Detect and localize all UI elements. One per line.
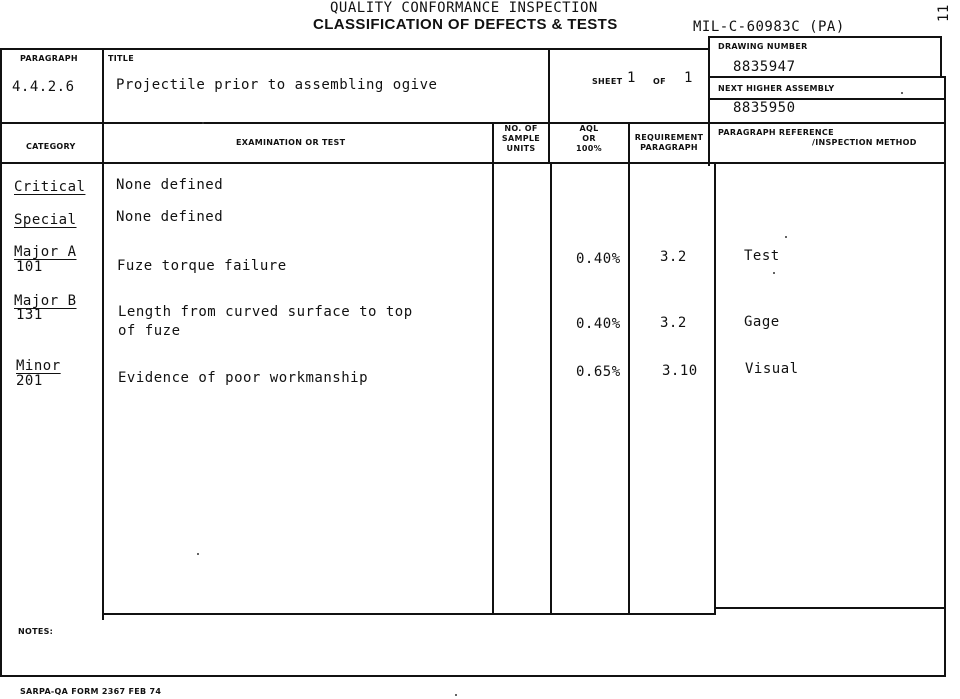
examination-text: Fuze torque failure [117,258,287,274]
examination-text: Evidence of poor workmanship [118,370,369,386]
spec-number: MIL-C-60983C (PA) [693,19,845,35]
examination-text-continued: of fuze [118,323,181,339]
requirement-value: 3.10 [662,363,698,379]
category-label: Special [14,212,77,228]
aql-value: 0.65% [576,364,621,380]
column-reference: PARAGRAPH REFERENCE /INSPECTION METHOD [718,128,917,147]
form-footer: SARPA-QA FORM 2367 FEB 74 [20,687,162,696]
paragraph-label: PARAGRAPH [20,54,78,63]
title-value: Projectile prior to assembling ogive [116,77,438,93]
of-label: OF [653,77,666,86]
examination-text: None defined [116,209,224,225]
column-examination: EXAMINATION OR TEST [236,138,346,147]
method-value: Visual [745,361,799,377]
column-sample-units: NO. OF SAMPLE UNITS [501,124,541,153]
category-label: Major A [14,244,77,260]
aql-value: 0.40% [576,251,621,267]
drawing-number-value: 8835947 [733,59,796,75]
sheet-total: 1 [684,70,693,86]
column-requirement: REQUIREMENT PARAGRAPH [634,133,704,152]
next-higher-assembly-label: NEXT HIGHER ASSEMBLY [718,84,835,93]
aql-value: 0.40% [576,316,621,332]
requirement-value: 3.2 [660,249,687,265]
category-code: 101 [16,259,43,275]
method-value: Gage [744,314,780,330]
category-code: 131 [16,307,43,323]
category-label: Major B [14,293,77,309]
examination-text: Length from curved surface to top [118,304,413,320]
sheet-label: SHEET [592,77,623,86]
category-label: Minor [16,358,61,374]
category-code: 201 [16,373,43,389]
heading-line-1: QUALITY CONFORMANCE INSPECTION [330,0,598,16]
column-aql: AQL OR 100% [576,124,602,153]
sheet-number: 1 [627,70,636,86]
heading-line-2: CLASSIFICATION OF DEFECTS & TESTS [313,16,618,33]
notes-label: NOTES: [18,627,54,636]
column-category: CATEGORY [26,142,76,151]
next-higher-assembly-value: 8835950 [733,100,796,116]
requirement-value: 3.2 [660,315,687,331]
drawing-number-label: DRAWING NUMBER [718,42,808,51]
category-label: Critical [14,179,86,195]
page-number: 11 [936,4,952,22]
paragraph-value: 4.4.2.6 [12,79,75,95]
method-value: Test [744,248,780,264]
title-label: TITLE [108,54,134,63]
examination-text: None defined [116,177,224,193]
